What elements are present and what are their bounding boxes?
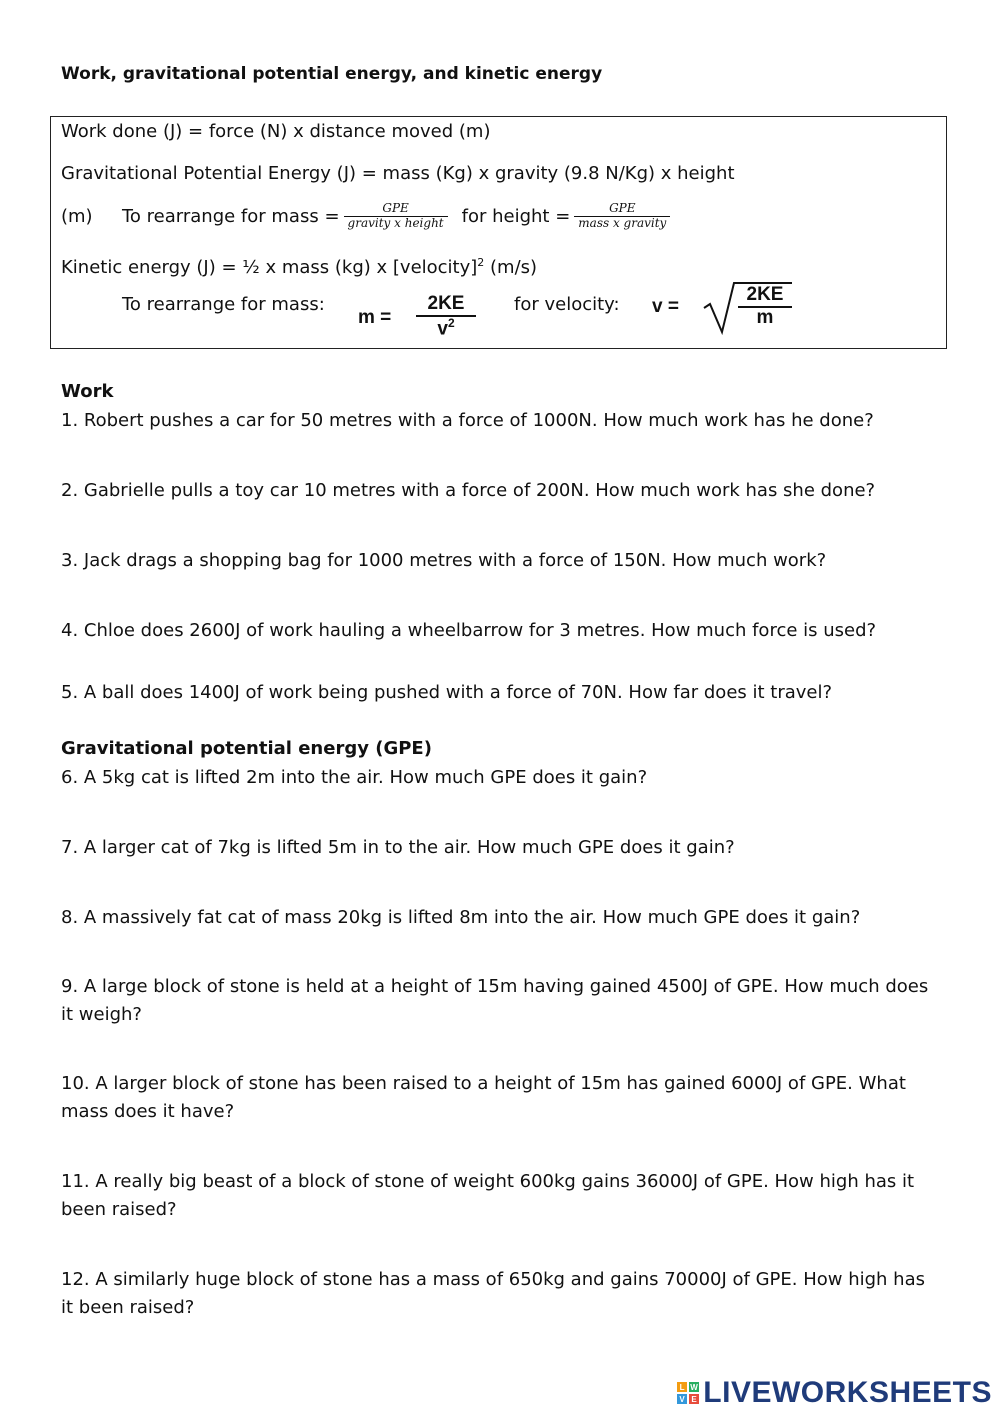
ke-middle: x mass (kg) x [velocity] <box>265 257 478 278</box>
question-4: 4. Chloe does 2600J of work hauling a wheelbarrow for 3 metres. How much force is used? <box>61 620 877 641</box>
question-6: 6. A 5kg cat is lifted 2m into the air. How much GPE does it gain? <box>61 767 648 788</box>
ke-v-equals: v = <box>652 296 679 317</box>
mass-fraction-denominator: gravity x height <box>344 216 448 231</box>
ke-formula <box>61 256 537 278</box>
gpe-unit: (m) <box>61 206 93 227</box>
height-fraction-denominator: mass x gravity <box>574 216 670 231</box>
ke-half: ½ <box>242 257 260 278</box>
ke-m-equals: m = <box>358 307 392 328</box>
ke-suffix: (m/s) <box>490 257 538 278</box>
work-heading: Work <box>61 381 114 402</box>
ke-squared: 2 <box>477 256 485 269</box>
height-fraction-numerator: GPE <box>609 201 636 215</box>
work-formula: Work done (J) = force (N) x distance moved (m) <box>61 121 491 142</box>
question-11: 11. A really big beast of a block of stone of weight 600kg gains 36000J of GPE. How high has it been raised? <box>61 1171 915 1220</box>
question-8: 8. A massively fat cat of mass 20kg is lifted 8m into the air. How much GPE does it gain? <box>61 907 861 928</box>
ke-mass-label: To rearrange for mass: <box>122 294 325 315</box>
ke-velocity-numerator: 2KE <box>746 284 784 305</box>
ke-velocity-label: for velocity: <box>514 294 620 315</box>
gpe-formula: Gravitational Potential Energy (J) = mass (Kg) x gravity (9.8 N/Kg) x height <box>61 163 735 184</box>
liveworksheets-logo[interactable] <box>677 1376 992 1410</box>
gpe-heading: Gravitational potential energy (GPE) <box>61 738 432 759</box>
question-12: 12. A similarly huge block of stone has a mass of 650kg and gains 70000J of GPE. How high has it been raised? <box>61 1269 925 1318</box>
question-9: 9. A large block of stone is held at a height of 15m having gained 4500J of GPE. How much does it weigh? <box>61 976 929 1025</box>
ke-mass-denominator <box>416 315 476 340</box>
question-10: 10. A larger block of stone has been raised to a height of 15m has gained 6000J of GPE. What mass does it have? <box>61 1073 906 1122</box>
question-7: 7. A larger cat of 7kg is lifted 5m in to the air. How much GPE does it gain? <box>61 837 735 858</box>
question-3: 3. Jack drags a shopping bag for 1000 metres with a force of 150N. How much work? <box>61 550 827 571</box>
logo-mark-v: V <box>677 1394 687 1404</box>
height-fraction <box>574 202 670 231</box>
ke-mass-numerator: 2KE <box>427 293 465 314</box>
rearrange-height-label: for height = <box>461 205 571 227</box>
logo-text: LIVEWORKSHEETS <box>703 1376 992 1409</box>
ke-mass-denominator-sup: 2 <box>447 315 455 330</box>
ke-velocity-fraction <box>738 285 792 329</box>
ke-mass-fraction <box>416 294 476 340</box>
gpe-rearrange-row <box>122 202 670 231</box>
ke-mass-denominator-v: v <box>437 318 448 340</box>
rearrange-mass-label: To rearrange for mass = <box>122 205 340 227</box>
logo-mark-w: W <box>690 1382 699 1392</box>
question-2: 2. Gabrielle pulls a toy car 10 metres with a force of 200N. How much work has she done? <box>61 480 876 501</box>
logo-mark-e: E <box>689 1394 699 1404</box>
logo-mark-icon <box>677 1382 699 1404</box>
logo-mark-l: L <box>677 1382 687 1392</box>
mass-fraction-numerator: GPE <box>382 201 409 215</box>
question-5: 5. A ball does 1400J of work being pushed with a force of 70N. How far does it travel? <box>61 682 833 703</box>
question-1: 1. Robert pushes a car for 50 metres with a force of 1000N. How much work has he done? <box>61 410 874 431</box>
ke-prefix: Kinetic energy (J) = <box>61 257 237 278</box>
page-title: Work, gravitational potential energy, and kinetic energy <box>61 64 603 84</box>
mass-fraction <box>344 202 448 231</box>
ke-velocity-denominator: m <box>738 306 792 329</box>
